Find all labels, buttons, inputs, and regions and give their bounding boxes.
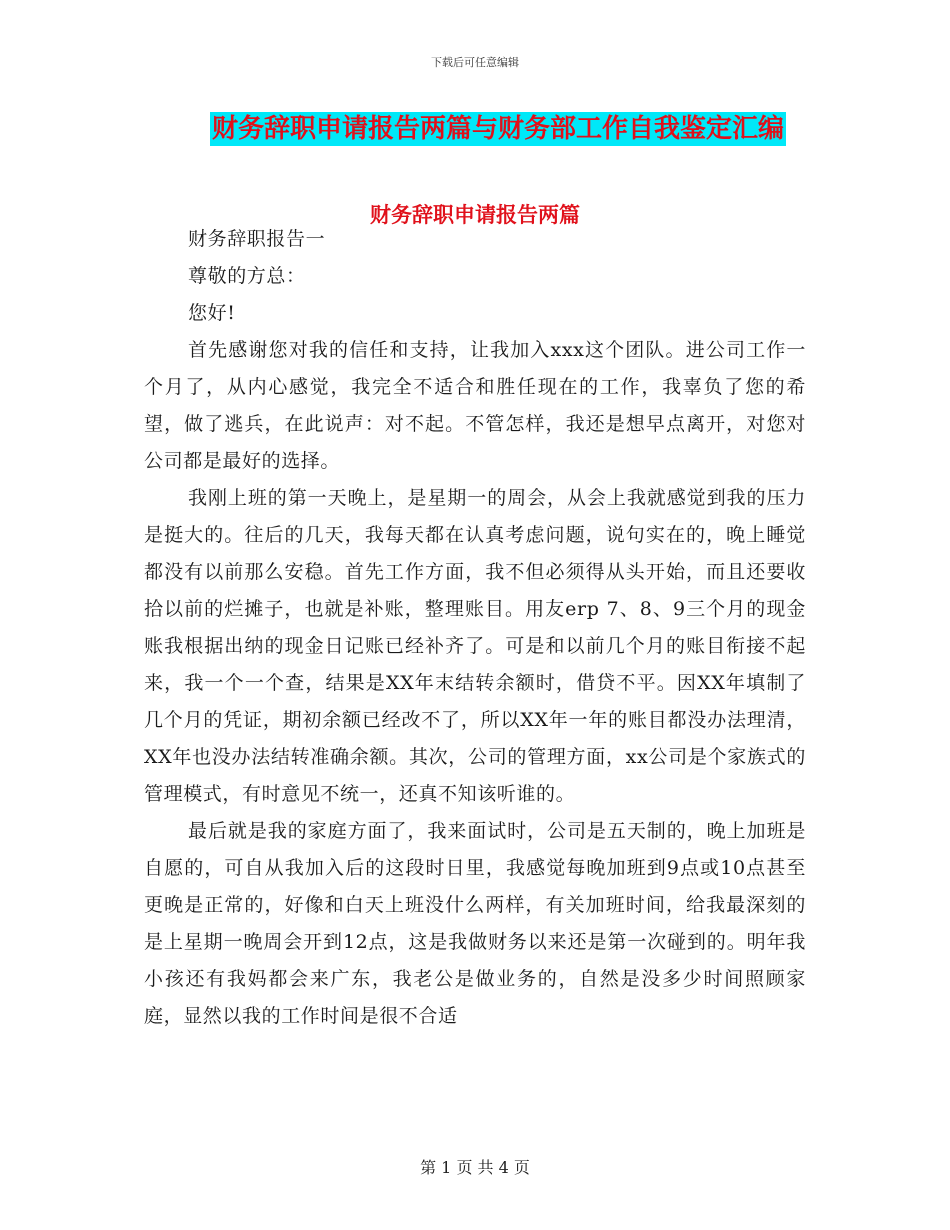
paragraph: 我刚上班的第一天晚上，是星期一的周会，从会上我就感觉到我的压力是挺大的。往后的几天，我每天都在认真考虑问题，说句实在的，晚上睡觉都没有以前那么安稳。首先工作方面，我不但必须得从头开始，而且还要收拾以前的烂摊子，也就是补账，整理账目。用友erp 7、8、9三个月的现金账我根据出纳的现金日记账已经补齐了。可是和以前几个月的账目衔接不起来，我一个一个查，结果是XX年末结转余额时，借贷不平。因XX年填制了几个月的凭证，期初余额已经改不了，所以XX年一年的账目都没办法理清，XX年也没办法结转准确余额。其次，公司的管理方面，xx公司是个家族式的管理模式，有时意见不统一，还真不知该听谁的。 — [144, 487, 806, 805]
paragraph: 您好! — [188, 302, 236, 324]
paragraph: 最后就是我的家庭方面了，我来面试时，公司是五天制的，晚上加班是自愿的，可自从我加入后的这段时日里，我感觉每晚加班到9点或10点甚至更晚是正常的，好像和白天上班没什么两样，有关加班时间，给我最深刻的是上星期一晚周会开到12点，这是我做财务以来还是第一次碰到的。明年我小孩还有我妈都会来广东，我老公是做业务的，自然是没多少时间照顾家庭，显然以我的工作时间是很不合适 — [144, 820, 806, 1027]
paragraph: 财务辞职报告一 — [188, 228, 326, 250]
page-number-footer: 第 1 页 共 4 页 — [420, 1158, 530, 1177]
paragraph: 尊敬的方总： — [188, 265, 306, 287]
header-note: 下载后可任意编辑 — [431, 56, 519, 69]
document-body — [144, 221, 806, 1035]
paragraph: 首先感谢您对我的信任和支持，让我加入xxx这个团队。进公司工作一个月了，从内心感觉，我完全不适合和胜任现在的工作，我辜负了您的希望，做了逃兵，在此说声：对不起。不管怎样，我还是想早点离开，对您对公司都是最好的选择。 — [144, 339, 806, 472]
main-title — [0, 112, 950, 146]
main-title-text: 财务辞职申请报告两篇与财务部工作自我鉴定汇编 — [211, 114, 784, 144]
section-title: 财务辞职申请报告两篇 — [370, 203, 580, 227]
